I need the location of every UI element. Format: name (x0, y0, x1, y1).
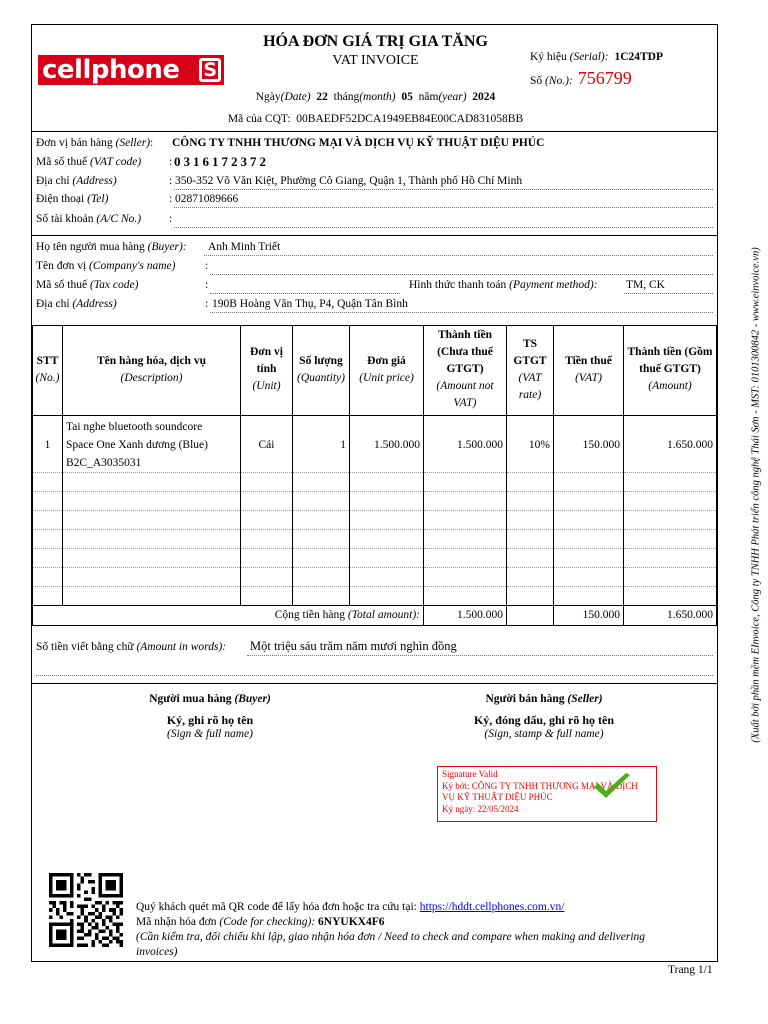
empty-row (33, 491, 717, 510)
cell-unit: Cái (241, 415, 293, 472)
col-header-no: STT (No.) (33, 325, 63, 415)
buyer-sign-title: Người mua hàng (Buyer) (149, 693, 271, 705)
invoice-no-row: Số (No.): 756799 (530, 68, 632, 88)
divider-seller (32, 235, 717, 236)
buyer-address-label: Địa chỉ (Address) (36, 298, 117, 310)
col-header-description: Tên hàng hóa, dịch vụ (Description) (63, 325, 241, 415)
cell-amount: 1.650.000 (624, 415, 717, 472)
page-number: Trang 1/1 (668, 964, 713, 976)
total-amount-not-vat: 1.500.000 (424, 605, 507, 625)
table-header-row (33, 325, 717, 415)
seller-tax-label: Mã số thuế (VAT code) (36, 156, 142, 168)
amount-in-words: Một triệu sáu trăm năm mươi nghìn đồng (250, 639, 457, 653)
seller-sign-vi: Ký, đóng dấu, ghi rõ họ tên (473, 713, 615, 727)
divider-words (32, 683, 717, 684)
buyer-name-label: Họ tên người mua hàng (Buyer): (36, 241, 187, 253)
seller-tel-label: Điện thoại (Tel) (36, 193, 109, 205)
software-credit: (Xuất bởi phần mềm EInvoice, Công ty TNHH Phát triển công nghệ Thái Sơn - MST: 0101300842 - www.einvoice.vn) (750, 247, 762, 743)
qr-instruction: Quý khách quét mã QR code để lấy hóa đơn hoặc tra cứu tại: https://hddt.cellphones.com.vn/ (136, 901, 565, 913)
check-icon (592, 773, 632, 801)
empty-row (33, 586, 717, 605)
col-header-unit: Đơn vị tính (Unit) (241, 325, 293, 415)
seller-name-label: Đơn vị bán hàng (Seller): (36, 137, 154, 149)
lookup-link[interactable]: https://hddt.cellphones.com.vn/ (419, 901, 565, 913)
empty-row (33, 510, 717, 529)
invoice-no-value: 756799 (577, 68, 632, 88)
seller-sign-title: Người bán hàng (Seller) (485, 693, 603, 705)
empty-row (33, 472, 717, 491)
seller-tel: 02871089666 (175, 193, 239, 205)
buyer-tax-label: Mã số thuế (Tax code) (36, 279, 139, 291)
col-header-unit-price: Đơn giá (Unit price) (350, 325, 424, 415)
footer-note-line1: (Cần kiểm tra, đối chiếu khi lập, giao nhận hóa đơn / Need to check and compare when making and delivering (136, 931, 646, 943)
seller-name: CÔNG TY TNHH THƯƠNG MẠI VÀ DỊCH VỤ KỸ THUẬT DIỆU PHÚC (172, 137, 545, 149)
empty-row (33, 548, 717, 567)
payment-method-label: Hình thức thanh toán (Payment method): (409, 279, 598, 291)
qr-code-icon[interactable] (44, 873, 128, 947)
footer-note-line2: invoices) (136, 946, 178, 958)
divider-header (32, 131, 717, 132)
seller-address-label: Địa chỉ (Address) (36, 175, 117, 187)
invoice-title-en: VAT INVOICE (332, 53, 419, 68)
cell-amount-not-vat: 1.500.000 (424, 415, 507, 472)
col-header-amount-not-vat: Thành tiền (Chưa thuế GTGT) (Amount not VAT) (424, 325, 507, 415)
col-header-amount: Thành tiền (Gồm thuế GTGT) (Amount) (624, 325, 717, 415)
payment-method: TM, CK (626, 279, 665, 291)
seller-tax-code: 0316172372 (174, 154, 269, 169)
invoice-date: Ngày(Date) 22 tháng(month) 05 năm(year) 2024 (255, 91, 496, 103)
amount-in-words-label: Số tiền viết bằng chữ (Amount in words): (36, 641, 227, 653)
buyer-sign-vi: Ký, ghi rõ họ tên (166, 713, 254, 727)
buyer-name: Anh Minh Triết (208, 241, 281, 253)
seller-address: 350-352 Võ Văn Kiệt, Phường Cô Giang, Quận 1, Thành phố Hồ Chí Minh (175, 175, 523, 187)
cell-unit-price: 1.500.000 (350, 415, 424, 472)
buyer-address: 190B Hoàng Văn Thụ, P4, Quận Tân Bình (212, 298, 408, 310)
total-vat: 150.000 (554, 605, 624, 625)
table-row (33, 415, 717, 472)
cell-quantity: 1 (293, 415, 350, 472)
col-header-vat: Tiền thuế (VAT) (554, 325, 624, 415)
buyer-sign-en: (Sign & full name) (167, 728, 253, 740)
serial-row: Ký hiệu (Serial): 1C24TDP (530, 51, 664, 63)
seller-sign-en: (Sign, stamp & full name) (484, 728, 604, 740)
checking-code-row: Mã nhận hóa đơn (Code for checking): 6NYUKX4F6 (136, 916, 385, 928)
logo-s-mark: S (199, 58, 221, 82)
digital-signature-stamp: Signature Valid Ký bởi: CÔNG TY TNHH THƯƠNG MẠI VÀ DỊCH VỤ KỸ THUẬT DIỆU PHÚC Ký ngày: 22/05/2024 (437, 766, 657, 822)
invoice-frame: cellphone S HÓA ĐƠN GIÁ TRỊ GIA TĂNG VAT INVOICE Ký hiệu (Serial): 1C24TDP Số (No.): 756799 Ngày(Date) 22 tháng(month) 05 năm(year) 2024 Mã của CQT: 00BAEDF52DCA1949EB84E00CAD831058BB Đơn vị bán hàng (Seller): CÔNG TY TNHH THƯƠNG MẠI VÀ DỊCH VỤ KỸ THUẬT DIỆU PHÚC Mã số thuế (VAT code) : 0316172372 Địa chỉ (Address) : 350-352 Võ Văn Kiệt, Phường Cô Giang, Quận 1, Thành phố Hồ Chí Minh Điện thoại (Tel) : 02871089666 Số tài khoản (A/C No.) : Họ tên người mua hàng (Buyer): Anh Minh Triết Tên đơn vị (Company's name) : Mã số thuế (Tax code) : Hình thức thanh toán (Payment method): TM, CK Địa chỉ (Address) : 190B Hoàng Văn Thụ, P4, Quận Tân Bình STT (No.) Tên hàng hóa, dịch vụ (Description) Đơn vị tính (Unit) Số lượng (Quantity) Đơn giá (Unit price) Thành tiền (Chưa thuế GTGT) (Amount not VAT) TS GTGT (VAT rate) Tiền thuế (VAT) Thành tiền (Gồm thuế GTGT) (Amount) 1 Tai nghe bluetooth soundcore Space One Xanh dương (Blue) B2C_A3035031 Cái 1 1.500.000 1.500.000 10% 150.000 1.650.000 Cộng tiền hàng (Total amount): 1.500.000 150.000 1.650.000 Số tiền viết bằng chữ (Amount in words): Một triệu sáu trăm năm mươi nghìn đồng Người mua hàng (Buyer) Ký, ghi rõ họ tên (Sign & full name) Người bán hàng (Seller) Ký, đóng dấu, ghi rõ họ tên (Sign, stamp & full name) Signature Valid Ký bởi: CÔNG TY TNHH THƯƠNG MẠI VÀ DỊCH VỤ KỸ THUẬT DIỆU PHÚC Ký ngày: 22/05/2024 Quý khách quét mã QR code để lấy hóa đơn hoặc tra cứu tại: https://hddt.cellphones.com.vn/ Mã nhận hóa đơn (Code for checking): 6NYUKX4F6 (Cần kiểm tra, đối chiếu khi lập, giao nhận hóa đơn / Need to check and compare when making and delivering invoices) (31, 24, 718, 962)
col-header-vat-rate: TS GTGT (VAT rate) (507, 325, 554, 415)
cell-vat-rate: 10% (507, 415, 554, 472)
cell-vat: 150.000 (554, 415, 624, 472)
empty-row (33, 567, 717, 586)
empty-row (33, 529, 717, 548)
col-header-quantity: Số lượng (Quantity) (293, 325, 350, 415)
buyer-company-label: Tên đơn vị (Company's name) (36, 260, 176, 272)
items-table (32, 325, 717, 626)
total-label: Cộng tiền hàng (Total amount): (33, 605, 424, 625)
total-amount: 1.650.000 (624, 605, 717, 625)
cqt-code: Mã của CQT: 00BAEDF52DCA1949EB84E00CAD831058BB (227, 113, 524, 125)
invoice-title-vi: HÓA ĐƠN GIÁ TRỊ GIA TĂNG (263, 33, 488, 50)
checking-code: 6NYUKX4F6 (318, 916, 385, 928)
cell-no: 1 (33, 415, 63, 472)
cellphones-logo: cellphone S (38, 55, 224, 85)
seller-account-label: Số tài khoản (A/C No.) (36, 213, 142, 225)
total-row (33, 605, 717, 625)
serial-value: 1C24TDP (614, 51, 664, 63)
cell-description: Tai nghe bluetooth soundcore Space One Xanh dương (Blue) B2C_A3035031 (63, 415, 241, 472)
